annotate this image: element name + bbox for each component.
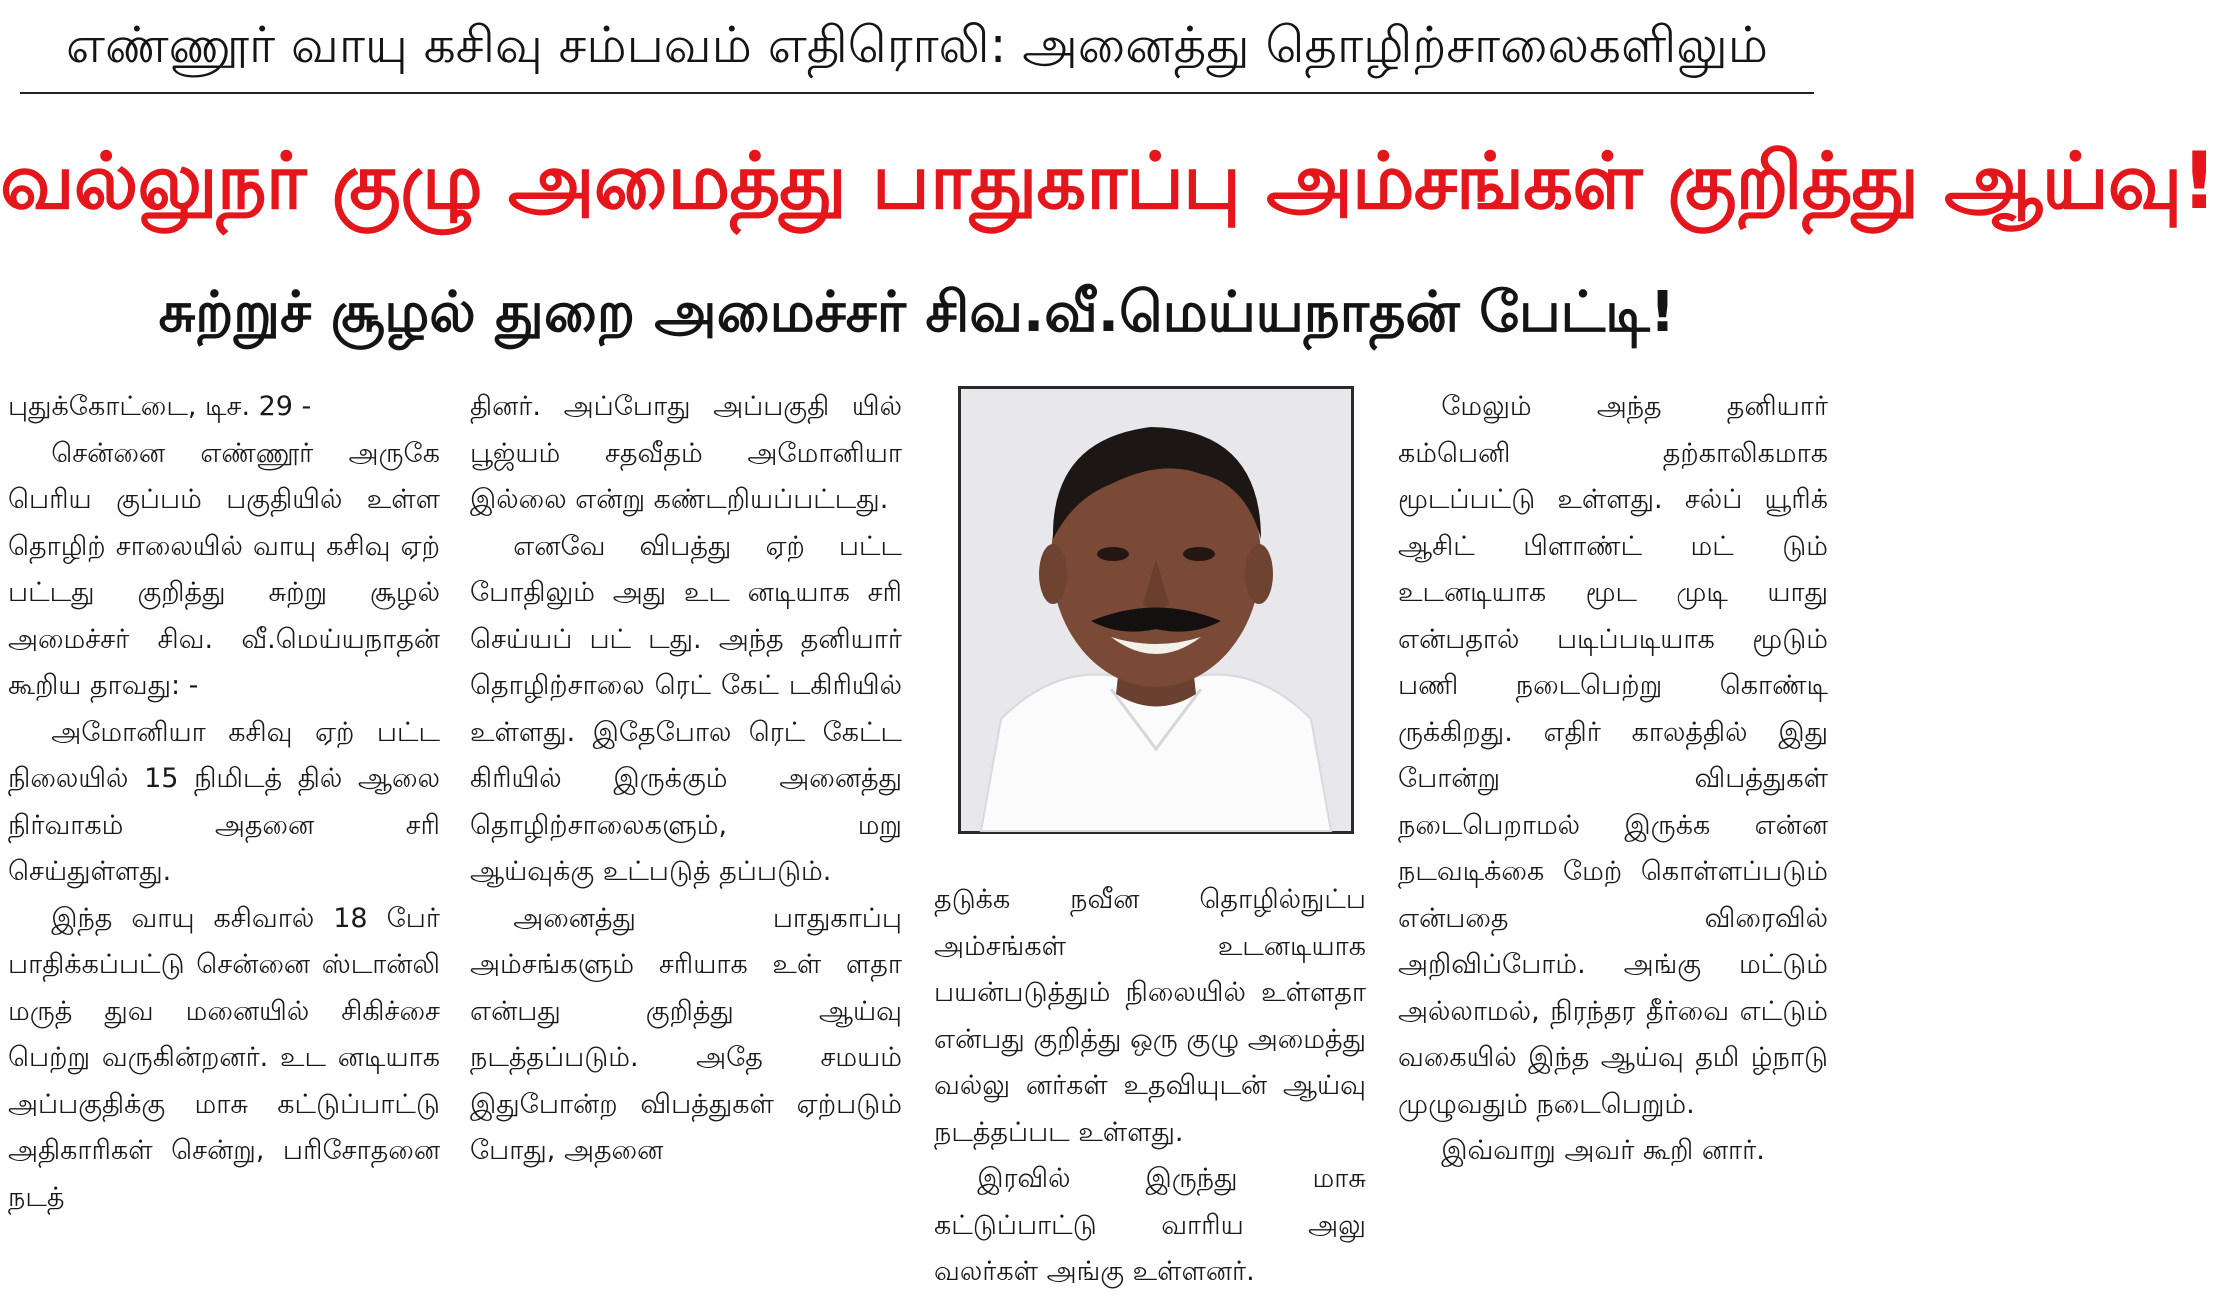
article-paragraph: தினர். அப்போது அப்பகுதி யில் பூஜ்யம் சதவீதம் அமோனியா இல்லை என்று கண்டறியப்பட்டது. [470, 391, 902, 515]
main-headline: வல்லுநர் குழு அமைத்து பாதுகாப்பு அம்சங்கள் குறித்து ஆய்வு! [0, 137, 2216, 227]
article-paragraph: இரவில் இருந்து மாசு கட்டுப்பாட்டு வாரிய அலு வலர்கள் அங்கு உள்ளனர். [934, 1163, 1366, 1287]
article-column-3 [934, 877, 1366, 1296]
kicker-headline: எண்ணூர் வாயு கசிவு சம்பவம் எதிரொலி: அனைத்து தொழிற்சாலைகளிலும் [65, 16, 1768, 74]
article-paragraph: இந்த வாயு கசிவால் 18 பேர் பாதிக்கப்பட்டு சென்னை ஸ்டான்லி மருத் துவ மனையில் சிகிச்சை பெற்று வருகின்றனர். உட னடியாக அப்பகுதிக்கு மாசு கட்டுப்பாட்டு அதிகாரிகள் சென்று, பரிசோதனை நடத் [8, 902, 440, 1213]
portrait-photo [958, 386, 1354, 834]
article-column-1 [8, 384, 440, 1221]
article-paragraph: அமோனியா கசிவு ஏற் பட்ட நிலையில் 15 நிமிடத் தில் ஆலை நிர்வாகம் அதனை சரி செய்துள்ளது. [8, 716, 440, 887]
article-column-4 [1398, 384, 1828, 1175]
dateline: புதுக்கோட்டை, டிச. 29 - [8, 391, 312, 422]
article-paragraph: தடுக்க நவீன தொழில்நுட்ப அம்சங்கள் உடனடியாக பயன்படுத்தும் நிலையில் உள்ளதா என்பது குறித்து ஒரு குழு அமைத்து வல்லு னர்கள் உதவியுடன் ஆய்வு நடத்தப்பட உள்ளது. [934, 884, 1366, 1148]
article-paragraph: சென்னை எண்ணூர் அருகே பெரிய குப்பம் பகுதியில் உள்ள தொழிற் சாலையில் வாயு கசிவு ஏற் பட்டது குறித்து சுற்று சூழல் அமைச்சர் சிவ. வீ.மெய்யநாதன் கூறிய தாவது: - [8, 437, 440, 701]
person-portrait-icon [961, 389, 1351, 831]
article-column-2 [470, 384, 902, 1175]
article-paragraph: மேலும் அந்த தனியார் கம்பெனி தற்காலிகமாக மூடப்பட்டு உள்ளது. சல்ப் யூரிக் ஆசிட் பிளாண்ட் மட் டும் உடனடியாக மூட முடி யாது என்பதால் படிப்படியாக மூடும் பணி நடைபெற்று கொண்டி ருக்கிறது. எதிர் காலத்தில் இது போன்று விபத்துகள் நடைபெறாமல் இருக்க என்ன நடவடிக்கை மேற் கொள்ளப்படும் என்பதை விரைவில் அறிவிப்போம். அங்கு மட்டும் அல்லாமல், நிரந்தர தீர்வை எட்டும் வகையில் இந்த ஆய்வு தமி ழ்நாடு முழுவதும் நடைபெறும். [1398, 391, 1828, 1120]
article-paragraph: அனைத்து பாதுகாப்பு அம்சங்களும் சரியாக உள் ளதா என்பது குறித்து ஆய்வு நடத்தப்படும். அதே சமயம் இதுபோன்ற விபத்துகள் ஏற்படும் போது, அதனை [470, 902, 902, 1166]
divider-rule [20, 92, 1814, 94]
article-paragraph: இவ்வாறு அவர் கூறி னார். [1441, 1135, 1765, 1166]
sub-headline: சுற்றுச் சூழல் துறை அமைச்சர் சிவ.வீ.மெய்யநாதன் பேட்டி! [158, 280, 1676, 345]
article-paragraph: எனவே விபத்து ஏற் பட்ட போதிலும் அது உட னடியாக சரி செய்யப் பட் டது. அந்த தனியார் தொழிற்சாலை ரெட் கேட் டகிரியில் உள்ளது. இதேபோல ரெட் கேட்ட கிரியில் இருக்கும் அனைத்து தொழிற்சாலைகளும், மறு ஆய்வுக்கு உட்படுத் தப்படும். [470, 530, 902, 887]
